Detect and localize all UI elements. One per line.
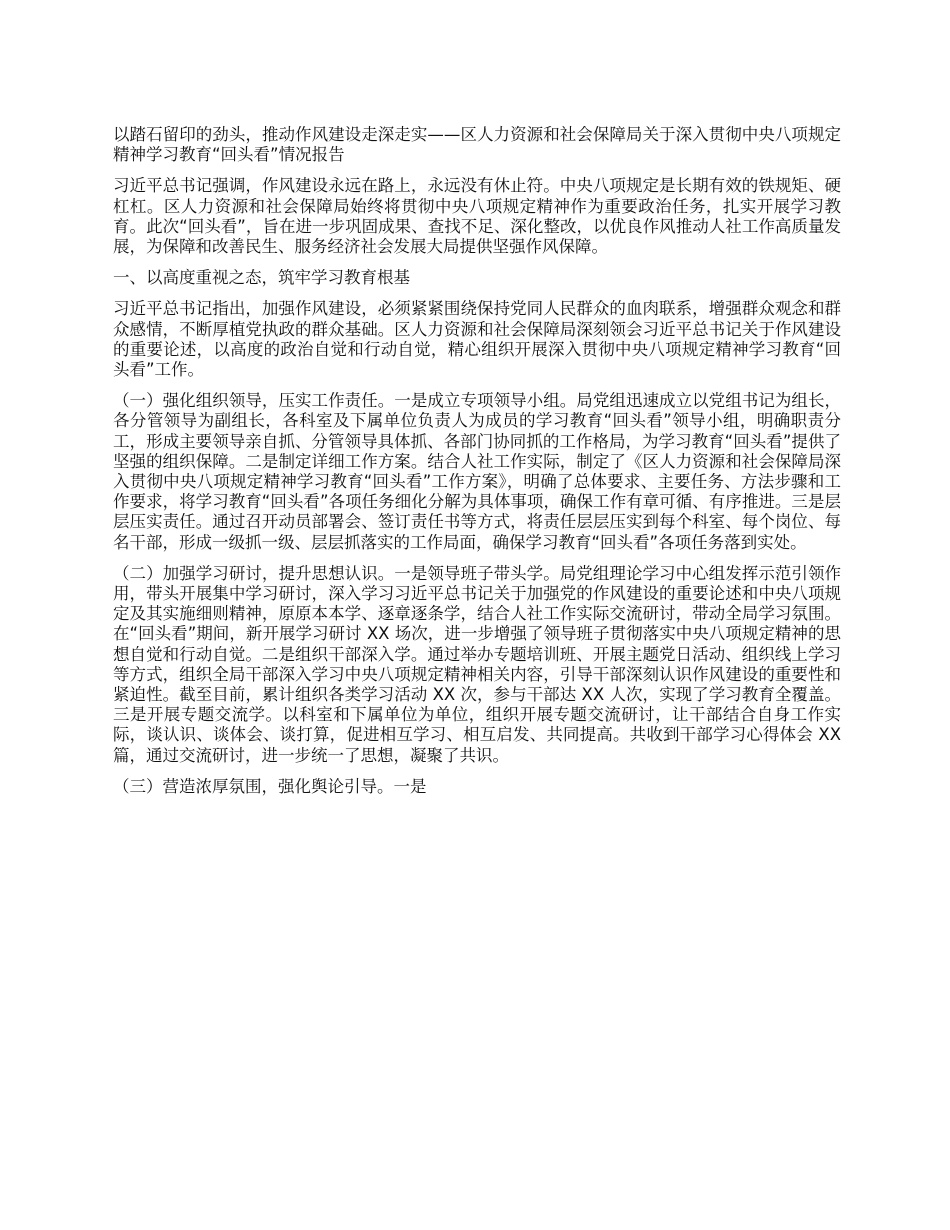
document-title: 以踏石留印的劲头，推动作风建设走深走实——区人力资源和社会保障局关于深入贯彻中央八项规定精神学习教育“回头看”情况报告: [113, 125, 841, 165]
subsection-1-paragraph: （一）强化组织领导，压实工作责任。一是成立专项领导小组。局党组迅速成立以党组书记为组长，各分管领导为副组长，各科室及下属单位负责人为成员的学习教育“回头看”领导小组，明确职责分工，形成主要领导亲自抓、分管领导具体抓、各部门协同抓的工作格局，为学习教育“回头看”提供了坚强的组织保障。二是制定详细工作方案。结合人社工作实际，制定了《区人力资源和社会保障局深入贯彻中央八项规定精神学习教育“回头看”工作方案》，明确了总体要求、主要任务、方法步骤和工作要求，将学习教育“回头看”各项任务细化分解为具体事项，确保工作有章可循、有序推进。三是层层压实责任。通过召开动员部署会、签订责任书等方式，将责任层层压实到每个科室、每个岗位、每名干部，形成一级抓一级、层层抓落实的工作局面，确保学习教育“回头看”各项任务落到实处。: [113, 391, 841, 552]
document-body: [113, 125, 841, 808]
intro-paragraph: 习近平总书记强调，作风建设永远在路上，永远没有休止符。中央八项规定是长期有效的铁规矩、硬杠杠。区人力资源和社会保障局始终将贯彻中央八项规定精神作为重要政治任务，扎实开展学习教育。此次“回头看”，旨在进一步巩固成果、查找不足、深化整改，以优良作风推动人社工作高质量发展，为保障和改善民生、服务经济社会发展大局提供坚强作风保障。: [113, 176, 841, 257]
subsection-2-paragraph: （二）加强学习研讨，提升思想认识。一是领导班子带头学。局党组理论学习中心组发挥示范引领作用，带头开展集中学习研讨，深入学习习近平总书记关于加强党的作风建设的重要论述和中央八项规定及其实施细则精神，原原本本学、逐章逐条学，结合人社工作实际交流研讨，带动全局学习氛围。在“回头看”期间，新开展学习研讨 XX 场次，进一步增强了领导班子贯彻落实中央八项规定精神的思想自觉和行动自觉。二是组织干部深入学。通过举办专题培训班、开展主题党日活动、组织线上学习等方式，组织全局干部深入学习中央八项规定精神相关内容，引导干部深刻认识作风建设的重要性和紧迫性。截至目前，累计组织各类学习活动 XX 次，参与干部达 XX 人次，实现了学习教育全覆盖。三是开展专题交流学。以科室和下属单位为单位，组织开展专题交流研讨，让干部结合自身工作实际，谈认识、谈体会、谈打算，促进相互学习、相互启发、共同提高。共收到干部学习心得体会 XX 篇，通过交流研讨，进一步统一了思想，凝聚了共识。: [113, 563, 841, 765]
section-1-intro-paragraph: 习近平总书记指出，加强作风建设，必须紧紧围绕保持党同人民群众的血肉联系，增强群众观念和群众感情，不断厚植党执政的群众基础。区人力资源和社会保障局深刻领会习近平总书记关于作风建设的重要论述，以高度的政治自觉和行动自觉，精心组织开展深入贯彻中央八项规定精神学习教育“回头看”工作。: [113, 299, 841, 380]
section-heading-1: 一、以高度重视之态，筑牢学习教育根基: [113, 268, 410, 288]
subsection-3-paragraph: （三）营造浓厚氛围，强化舆论引导。一是: [113, 776, 427, 796]
